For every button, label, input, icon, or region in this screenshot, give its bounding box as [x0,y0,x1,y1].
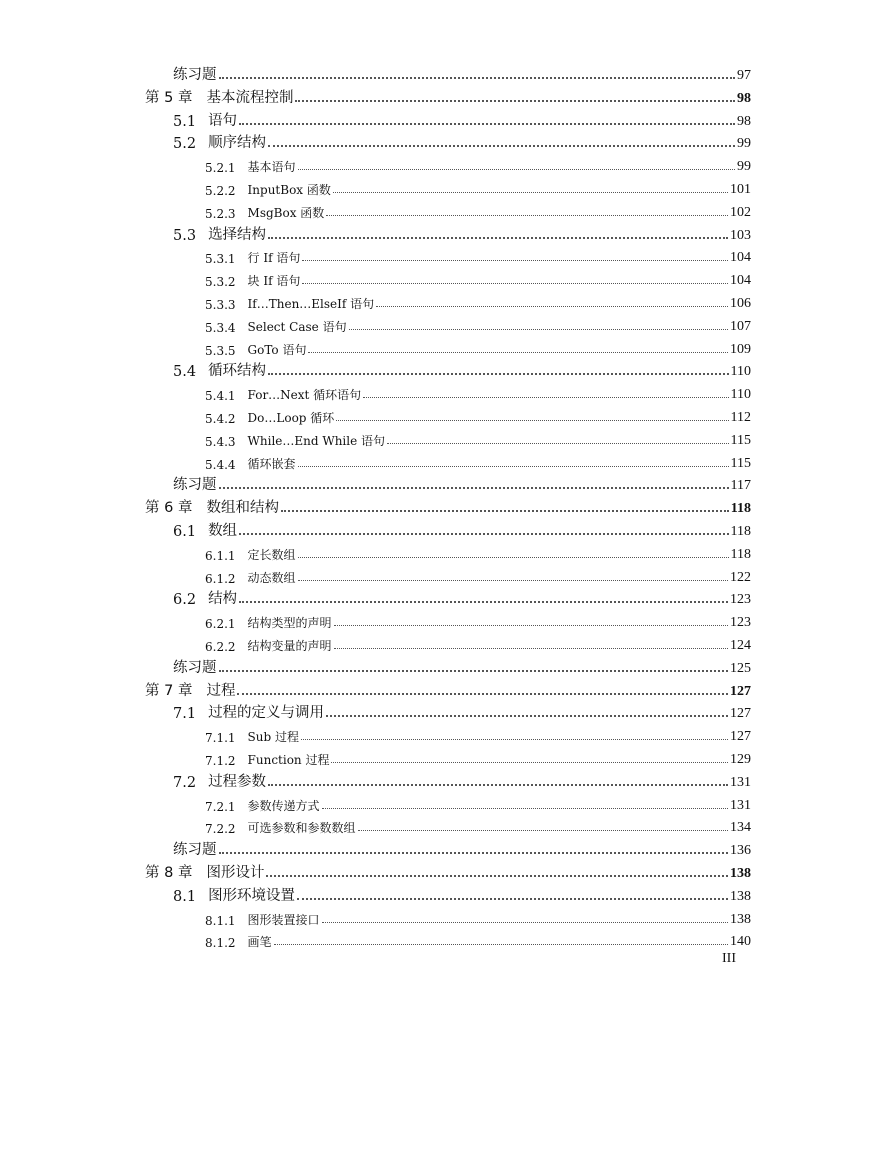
toc-entry[interactable] [205,746,751,768]
toc-entry-title: 画笔 [247,935,272,950]
toc-entry-page: 123 [730,592,751,608]
toc-entry[interactable] [205,792,751,814]
dot-leader [298,465,729,467]
page-number: III [722,951,736,966]
toc-entry-page: 124 [730,638,751,653]
toc-entry[interactable] [205,906,751,928]
toc-entry[interactable] [205,814,751,836]
toc-entry[interactable] [205,723,751,745]
toc-entry[interactable] [145,495,751,517]
toc-entry-page: 97 [737,68,751,83]
toc-entry-number: 6.1.1 [205,548,236,563]
dot-leader [298,579,728,581]
toc-entry[interactable] [173,130,751,152]
toc-entry-page: 127 [730,683,751,699]
toc-entry[interactable] [173,700,751,722]
dot-leader [322,807,728,809]
toc-entry-title: 结构变量的声明 [247,639,332,653]
dot-leader [239,532,728,535]
toc-entry-title: Select Case 语句 [247,319,347,334]
toc-entry[interactable] [205,541,751,563]
toc-entry-number: 5.3.4 [205,320,236,335]
toc-entry-number: 5.4.2 [205,412,236,426]
toc-entry[interactable] [173,62,751,84]
dot-leader [268,783,728,786]
toc-entry-title: 顺序结构 [208,135,267,152]
toc-entry-number: 5.3.1 [205,252,236,267]
toc-entry-number: 7.2.2 [205,822,236,837]
dot-leader [219,851,729,854]
toc-entry-title: If…Then…ElseIf 语句 [247,297,375,311]
toc-entry-title: 练习题 [173,67,217,83]
toc-entry-number: 5.4 [173,364,197,381]
toc-entry-page: 118 [730,501,751,517]
toc-entry-title: 行 If 语句 [247,251,301,266]
toc-entry-title: GoTo 语句 [247,342,307,357]
toc-entry-number: 8.1.1 [205,913,236,928]
toc-entry-title: 可选参数和参数数组 [247,821,356,836]
toc-entry-title: 参数传递方式 [247,798,320,813]
toc-entry-title: Sub 过程 [247,730,299,745]
dot-leader [333,191,728,193]
toc-entry-title: 语句 [208,112,238,129]
dot-leader [219,669,729,672]
toc-entry[interactable] [205,153,751,175]
toc-entry-title: 数组和结构 [206,500,279,517]
toc-entry-number: 7.2.1 [205,799,236,814]
toc-entry[interactable] [145,678,751,700]
dot-leader [268,144,735,147]
toc-entry[interactable] [173,222,751,244]
toc-entry[interactable] [205,609,751,631]
toc-entry-number: 5.3.3 [205,298,236,312]
toc-entry-title: 过程 [206,682,236,699]
dot-leader [302,259,728,261]
toc-entry-page: 106 [730,296,751,311]
toc-entry-title: 图形设计 [206,865,265,881]
toc-entry-page: 110 [730,364,751,380]
dot-leader [298,168,735,170]
toc-entry-page: 125 [730,660,751,676]
dot-leader [349,328,728,330]
toc-entry[interactable] [145,85,751,107]
toc-entry-page: 131 [730,774,751,790]
toc-entry-title: 数组 [208,523,238,539]
toc-entry-number: 第 6 章 [145,500,193,517]
dot-leader [331,761,728,763]
dot-leader [219,76,736,79]
toc-entry[interactable] [205,176,751,198]
toc-entry-page: 123 [730,615,751,631]
toc-entry[interactable] [205,928,751,950]
toc-entry-page: 110 [730,387,751,403]
toc-entry-number: 7.1.2 [205,754,236,768]
toc-entry[interactable] [205,244,751,266]
toc-entry-page: 98 [737,90,751,106]
toc-entry-title: 结构类型的声明 [247,616,332,631]
toc-entry-page: 101 [730,182,751,197]
dot-leader [219,486,729,489]
toc-entry-page: 98 [737,113,751,129]
toc-entry-number: 5.1 [173,113,197,130]
toc-entry-number: 6.1.2 [205,571,236,586]
toc-entry[interactable] [173,518,751,540]
toc-entry-number: 8.1.2 [205,936,236,951]
dot-leader [302,282,728,284]
dot-leader [274,943,728,945]
toc-entry[interactable] [145,860,751,882]
toc-entry-page: 103 [730,227,751,243]
toc-entry-number: 5.2 [173,136,197,153]
toc-entry-title: 练习题 [173,842,217,859]
toc-entry-title: InputBox 函数 [247,183,331,197]
toc-entry[interactable] [205,450,751,472]
toc-entry-page: 99 [737,136,751,152]
toc-entry-number: 5.4.3 [205,434,236,449]
toc-entry-number: 第 7 章 [145,682,193,699]
toc-entry-page: 134 [730,820,751,836]
toc-entry-title: 结构 [208,591,238,608]
toc-entry-number: 第 5 章 [145,89,193,106]
toc-entry-number: 6.2 [173,592,197,609]
toc-entry-page: 104 [730,273,751,289]
toc-entry[interactable] [173,472,751,494]
toc-entry-title: 过程参数 [208,773,267,790]
toc-entry-title: MsgBox 函数 [247,205,325,220]
toc-entry-number: 5.3.2 [205,275,236,290]
toc-entry-title: 动态数组 [247,570,296,585]
toc-entry-page: 127 [730,729,751,745]
toc-entry-title: 选择结构 [208,226,267,243]
dot-leader [268,236,728,239]
toc-entry-page: 115 [730,432,751,448]
dot-leader [297,897,728,900]
toc-entry-title: For…Next 循环语句 [247,388,362,403]
toc-entry-title: While…End While 语句 [247,433,386,448]
toc-entry-number: 5.3 [173,227,197,244]
dot-leader [334,647,728,649]
toc-entry-number: 8.1 [173,888,197,905]
toc-entry-number: 7.2 [173,774,197,791]
toc-entry-page: 118 [730,546,751,562]
toc-entry-page: 127 [730,706,751,722]
dot-leader [239,600,728,603]
toc-entry[interactable] [173,358,751,380]
dot-leader [281,509,729,512]
toc-entry-title: 定长数组 [247,547,296,562]
toc-entry-page: 136 [730,843,751,859]
dot-leader [326,714,728,717]
toc-entry-title: 块 If 语句 [247,274,301,289]
toc-entry[interactable] [205,564,751,586]
toc-entry[interactable] [173,108,751,130]
dot-leader [322,921,728,923]
toc-entry-page: 138 [730,888,751,904]
toc-entry-number: 7.1.1 [205,731,236,746]
toc-entry-title: 练习题 [173,477,217,494]
dot-leader [376,305,728,307]
toc-entry-number: 6.1 [173,524,197,540]
dot-leader [387,442,728,444]
toc-entry-number: 第 8 章 [145,865,193,881]
toc-entry-title: 图形环境设置 [208,887,296,904]
toc-entry[interactable] [205,336,751,358]
toc-entry-page: 102 [730,204,751,220]
toc-entry-number: 6.2.2 [205,640,236,654]
dot-leader [301,738,728,740]
dot-leader [308,351,728,353]
toc-entry-number: 5.3.5 [205,343,236,358]
toc-entry-page: 107 [730,318,751,334]
toc-entry-number: 6.2.1 [205,617,236,632]
dot-leader [363,396,728,398]
toc-entry[interactable] [173,769,751,791]
toc-entry-page: 140 [730,934,751,950]
dot-leader [237,692,728,695]
toc-entry-title: 图形装置接口 [247,912,320,927]
toc-entry-number: 7.1 [173,706,197,723]
toc-entry-title: 基本流程控制 [206,89,294,106]
toc-entry[interactable] [205,404,751,426]
toc-entry[interactable] [173,883,751,905]
toc-entry-page: 99 [737,159,751,175]
toc-entry-number: 5.2.2 [205,184,236,198]
toc-entry[interactable] [205,313,751,335]
dot-leader [298,556,729,558]
toc-entry-number: 5.2.3 [205,206,236,221]
toc-entry[interactable] [173,655,751,677]
toc-entry-page: 118 [730,524,751,539]
toc-entry-number: 5.4.1 [205,389,236,404]
toc-entry-page: 117 [730,478,751,494]
dot-leader [239,122,735,125]
toc-entry-page: 112 [730,410,751,425]
dot-leader [266,874,728,877]
toc-entry-title: 过程的定义与调用 [208,705,325,722]
toc-entry[interactable] [173,586,751,608]
toc-entry[interactable] [205,427,751,449]
toc-entry-title: Function 过程 [247,753,330,767]
toc-entry-page: 138 [730,866,751,881]
toc-entry-page: 131 [730,797,751,813]
toc-entry-number: 5.2.1 [205,161,236,176]
toc-entry-page: 122 [730,569,751,585]
toc-entry-page: 129 [730,752,751,767]
toc-entry[interactable] [205,267,751,289]
toc-entry-title: 基本语句 [247,160,296,175]
toc-entry-page: 104 [730,250,751,266]
toc-entry[interactable] [173,837,751,859]
toc-entry[interactable] [205,632,751,654]
toc-entry[interactable] [205,290,751,312]
toc-entry[interactable] [205,381,751,403]
toc-entry-title: Do…Loop 循环 [247,411,335,425]
toc-entry-number: 5.4.4 [205,457,236,472]
dot-leader [326,214,728,216]
toc-entry-page: 138 [730,911,751,927]
dot-leader [295,99,735,102]
dot-leader [358,829,728,831]
toc-entry-page: 109 [730,341,751,357]
toc-entry-title: 循环结构 [208,363,267,380]
dot-leader [336,419,728,421]
toc-entry-title: 练习题 [173,659,217,676]
dot-leader [268,372,728,375]
dot-leader [334,624,728,626]
toc-entry-title: 循环嵌套 [247,456,296,471]
toc-entry[interactable] [205,199,751,221]
toc-entry-page: 115 [730,455,751,471]
